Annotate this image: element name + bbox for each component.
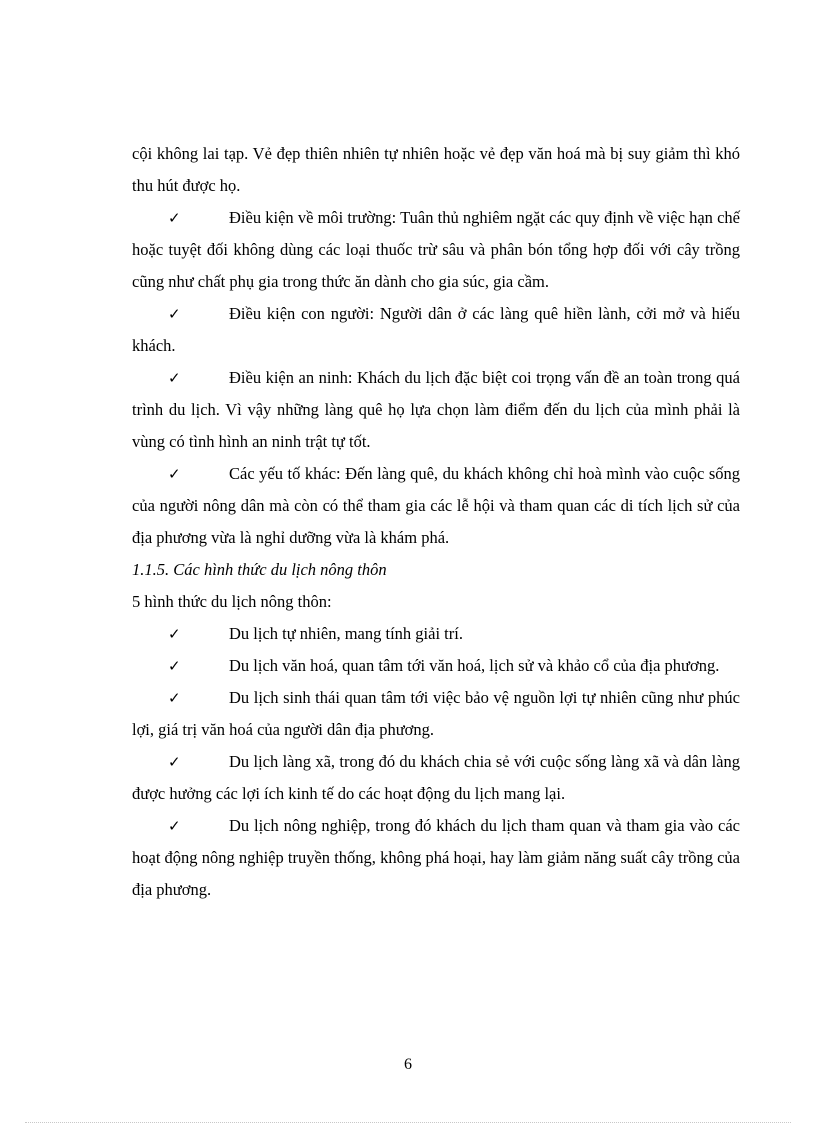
page-number: 6 <box>404 1056 412 1073</box>
list-item-text: Điều kiện con người: Người dân ở các làng quê hiền lành, cởi mở và hiếu khách. <box>132 304 740 355</box>
check-mark-icon: ✓ <box>168 753 181 771</box>
list-item <box>132 618 740 650</box>
check-mark-icon: ✓ <box>168 209 181 227</box>
list-item <box>132 682 740 746</box>
list-item <box>132 650 740 682</box>
check-mark-icon: ✓ <box>168 369 181 387</box>
paragraph: cội không lai tạp. Vẻ đẹp thiên nhiên tự nhiên hoặc vẻ đẹp văn hoá mà bị suy giảm thì khó thu hút được họ. <box>132 144 740 195</box>
body-text <box>132 138 740 906</box>
list-item-text: Điều kiện về môi trường: Tuân thủ nghiêm ngặt các quy định về việc hạn chế hoặc tuyệt đối không dùng các loại thuốc trừ sâu và phân bón tổng hợp đối với cây trồng cũng như chất phụ gia trong thức ăn dành cho gia súc, gia cầm. <box>132 208 740 291</box>
list-item <box>132 458 740 554</box>
list-item-text: Du lịch sinh thái quan tâm tới việc bảo vệ nguồn lợi tự nhiên cũng như phúc lợi, giá trị văn hoá của người dân địa phương. <box>132 688 740 739</box>
check-mark-icon: ✓ <box>168 817 181 835</box>
list-item <box>132 298 740 362</box>
list-item <box>132 746 740 810</box>
list-item-text: Du lịch văn hoá, quan tâm tới văn hoá, lịch sử và khảo cổ của địa phương. <box>229 656 720 675</box>
check-mark-icon: ✓ <box>168 657 181 675</box>
list-item-text: Du lịch tự nhiên, mang tính giải trí. <box>229 624 463 643</box>
list-item-text: Du lịch làng xã, trong đó du khách chia sẻ với cuộc sống làng xã và dân làng được hưởng các lợi ích kinh tế do các hoạt động du lịch mang lại. <box>132 752 740 803</box>
list-item <box>132 810 740 906</box>
paragraph: 5 hình thức du lịch nông thôn: <box>132 592 332 611</box>
check-mark-icon: ✓ <box>168 689 181 707</box>
list-item <box>132 202 740 298</box>
list-item-text: Du lịch nông nghiệp, trong đó khách du lịch tham quan và tham gia vào các hoạt động nông nghiệp truyền thống, không phá hoại, hay làm giảm năng suất cây trồng của địa phương. <box>132 816 740 899</box>
list-item <box>132 362 740 458</box>
list-item-text: Các yếu tố khác: Đến làng quê, du khách không chỉ hoà mình vào cuộc sống của người nông dân mà còn có thể tham gia các lễ hội và tham quan các di tích lịch sử của địa phương vừa là nghỉ dưỡng vừa là khám phá. <box>132 464 740 547</box>
list-item-text: Điều kiện an ninh: Khách du lịch đặc biệt coi trọng vấn đề an toàn trong quá trình du lịch. Vì vậy những làng quê họ lựa chọn làm điểm đến du lịch của mình phải là vùng có tình hình an ninh trật tự tốt. <box>132 368 740 451</box>
check-mark-icon: ✓ <box>168 465 181 483</box>
check-mark-icon: ✓ <box>168 305 181 323</box>
check-mark-icon: ✓ <box>168 625 181 643</box>
section-heading: 1.1.5. Các hình thức du lịch nông thôn <box>132 560 387 579</box>
